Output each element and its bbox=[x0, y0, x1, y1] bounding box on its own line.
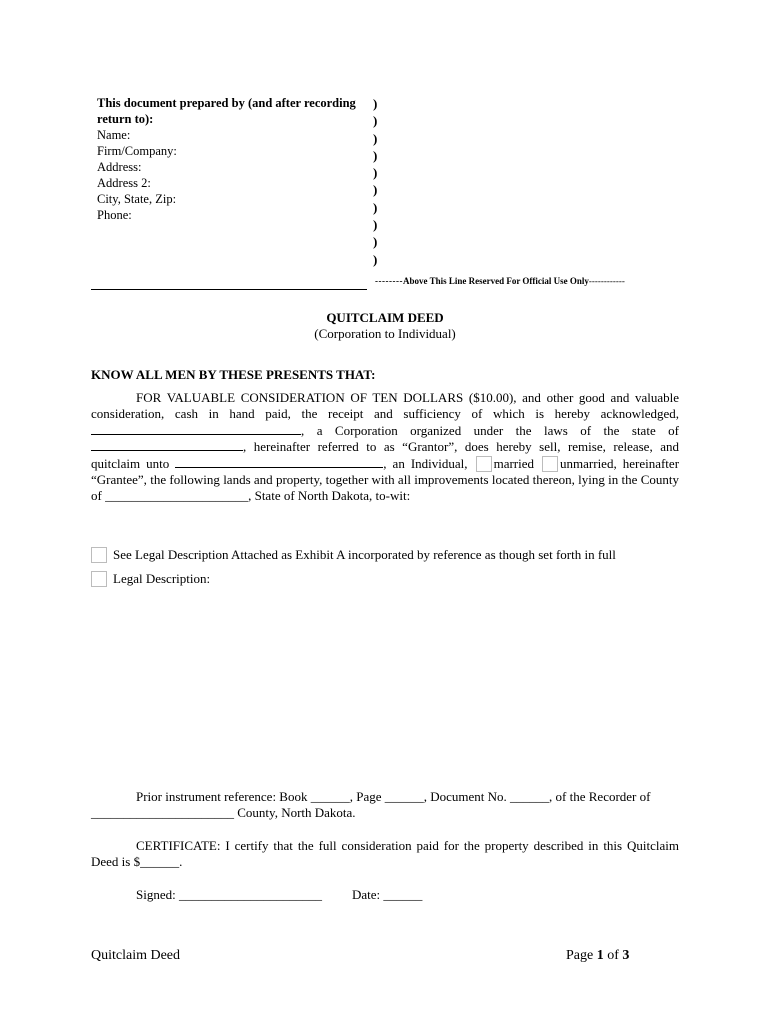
certificate-paragraph bbox=[91, 838, 679, 871]
married-label: married bbox=[493, 455, 534, 471]
conveyance-paragraph bbox=[91, 390, 679, 505]
paren: ) bbox=[373, 234, 378, 250]
grantee-text: unmarried, hereinafter “Grantee”, the following lands and property, together with all improvements located thereon, lying in the County of bbox=[91, 455, 680, 504]
individual-text: , an Individual, bbox=[383, 455, 468, 471]
paren: ) bbox=[373, 182, 378, 198]
field-city-state-zip: City, State, Zip: bbox=[97, 192, 177, 206]
reserved-dashes-right: ------------ bbox=[588, 276, 625, 286]
document-subtitle: (Corporation to Individual) bbox=[314, 326, 456, 341]
married-checkbox[interactable] bbox=[476, 456, 492, 472]
field-firm: Firm/Company: bbox=[97, 144, 177, 158]
recording-divider-line bbox=[91, 289, 367, 290]
reserved-line-note bbox=[375, 276, 625, 286]
paren-column bbox=[373, 95, 387, 268]
paren: ) bbox=[373, 147, 378, 163]
prior-instrument-paragraph bbox=[91, 789, 679, 822]
grantor-text: , hereinafter referred to as “Grantor”, does hereby sell, remise, release, and quitclaim unto bbox=[91, 439, 679, 471]
of-label: of bbox=[607, 948, 619, 963]
document-title: QUITCLAIM DEED bbox=[326, 310, 444, 325]
unmarried-checkbox[interactable] bbox=[542, 456, 558, 472]
legal-description-label: Legal Description: bbox=[113, 571, 211, 586]
paren: ) bbox=[373, 165, 378, 181]
paren: ) bbox=[373, 217, 378, 233]
paren: ) bbox=[373, 251, 378, 267]
prior-instrument-text: Prior instrument reference: Book ______, Page ______, Document No. ______, of the Recorder of bbox=[136, 789, 651, 804]
page-label: Page bbox=[566, 948, 594, 963]
county-blank[interactable]: ______________________ bbox=[105, 488, 249, 504]
know-all-men-heading: KNOW ALL MEN BY THESE PRESENTS THAT: bbox=[91, 367, 376, 382]
state-text: , State of North Dakota, to-wit: bbox=[248, 488, 411, 504]
field-address: Address: bbox=[97, 160, 142, 174]
signed-field[interactable]: Signed: ______________________ bbox=[136, 887, 322, 902]
exhibit-checkbox[interactable] bbox=[91, 547, 107, 563]
paren: ) bbox=[373, 130, 378, 146]
corporation-text: , a Corporation organized under the laws of the state of bbox=[301, 422, 679, 438]
prepared-by-block bbox=[97, 95, 367, 223]
field-address-2: Address 2: bbox=[97, 176, 151, 190]
legal-description-option bbox=[91, 571, 210, 587]
field-name: Name: bbox=[97, 128, 131, 142]
paren: ) bbox=[373, 96, 378, 111]
paren: ) bbox=[373, 199, 378, 215]
total-pages: 3 bbox=[622, 948, 630, 963]
paren: ) bbox=[373, 113, 378, 129]
prior-county-text: ______________________ County, North Dakota. bbox=[91, 805, 356, 821]
exhibit-label: See Legal Description Attached as Exhibit A incorporated by reference as though set forth in full bbox=[113, 547, 616, 562]
reserved-dashes-left: -------- bbox=[375, 276, 403, 286]
state-blank[interactable] bbox=[91, 440, 243, 451]
field-phone: Phone: bbox=[97, 208, 132, 222]
legal-description-checkbox[interactable] bbox=[91, 571, 107, 587]
certificate-text: CERTIFICATE: I certify that the full consideration paid for the property described in this Quitclaim Deed is $______. bbox=[91, 838, 679, 870]
reserved-text: Above This Line Reserved For Official Use Only bbox=[402, 276, 589, 286]
signature-line bbox=[136, 887, 422, 903]
grantee-name-blank[interactable] bbox=[175, 457, 383, 468]
exhibit-option bbox=[91, 547, 616, 563]
consideration-text: FOR VALUABLE CONSIDERATION OF TEN DOLLARS ($10.00), and other good and valuable consideration, cash in hand paid, the receipt and sufficiency of which is hereby acknowledged, bbox=[91, 390, 679, 422]
date-field[interactable]: Date: ______ bbox=[351, 887, 423, 902]
current-page: 1 bbox=[596, 948, 604, 963]
grantor-name-blank[interactable] bbox=[91, 424, 301, 435]
footer-document-name: Quitclaim Deed bbox=[91, 948, 181, 963]
prepared-by-heading: This document prepared by (and after recording return to): bbox=[97, 96, 356, 126]
footer-page-number bbox=[566, 948, 629, 964]
